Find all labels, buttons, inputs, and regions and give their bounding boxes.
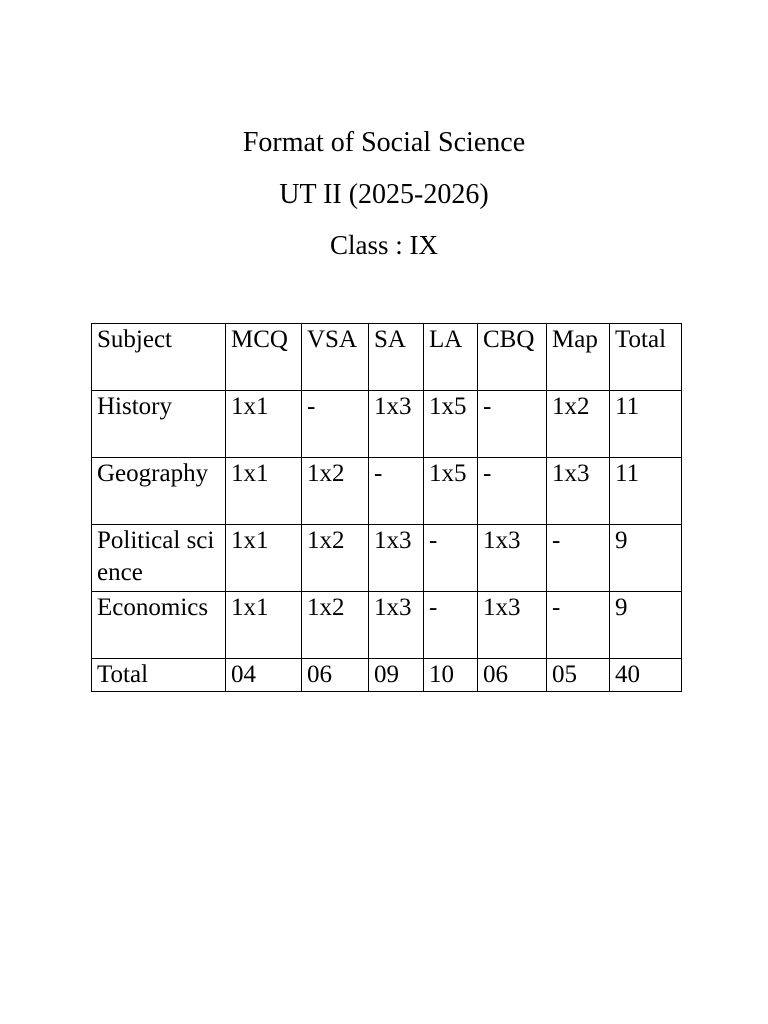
table-cell: -	[478, 458, 547, 525]
table-cell: 9	[610, 525, 682, 592]
table-cell: 1x3	[369, 592, 424, 659]
subject-cell: History	[92, 391, 226, 458]
table-cell: 04	[226, 659, 302, 692]
table-cell: 1x1	[226, 391, 302, 458]
table-cell: 1x2	[547, 391, 610, 458]
header-cell-map: Map	[547, 324, 610, 391]
table-cell: 1x3	[478, 592, 547, 659]
header-cell-subject: Subject	[92, 324, 226, 391]
table-cell: 40	[610, 659, 682, 692]
table-cell: 09	[369, 659, 424, 692]
table-cell: -	[547, 525, 610, 592]
class-label: Class : IX	[330, 230, 438, 260]
table-cell: 9	[610, 592, 682, 659]
table-cell: -	[302, 391, 369, 458]
table-cell: 06	[302, 659, 369, 692]
table-cell: 1x1	[226, 458, 302, 525]
table-total-row	[92, 659, 682, 692]
table-cell: 1x3	[547, 458, 610, 525]
table-cell: 10	[424, 659, 478, 692]
table-cell: 1x2	[302, 525, 369, 592]
table-row	[92, 525, 682, 592]
table-cell: 11	[610, 391, 682, 458]
table-cell: 1x1	[226, 525, 302, 592]
table-row	[92, 592, 682, 659]
table-cell: 05	[547, 659, 610, 692]
header-cell-cbq: CBQ	[478, 324, 547, 391]
subject-cell: Political science	[92, 525, 226, 592]
subject-cell: Economics	[92, 592, 226, 659]
table-cell: -	[424, 525, 478, 592]
table-cell: 1x2	[302, 458, 369, 525]
table-cell: 11	[610, 458, 682, 525]
table-cell: 1x3	[369, 391, 424, 458]
table-cell: 1x5	[424, 458, 478, 525]
table-row	[92, 391, 682, 458]
table-cell: -	[369, 458, 424, 525]
table-header-row	[92, 324, 682, 391]
header-cell-la: LA	[424, 324, 478, 391]
table-cell: -	[478, 391, 547, 458]
table-cell: 1x5	[424, 391, 478, 458]
subject-cell: Total	[92, 659, 226, 692]
header-cell-sa: SA	[369, 324, 424, 391]
table-cell: -	[424, 592, 478, 659]
page-title: Format of Social Science	[242, 127, 526, 158]
table-cell: 1x3	[369, 525, 424, 592]
table-cell: 1x1	[226, 592, 302, 659]
table-cell: 1x2	[302, 592, 369, 659]
subject-cell: Geography	[92, 458, 226, 525]
table-cell: 1x3	[478, 525, 547, 592]
header-cell-vsa: VSA	[302, 324, 369, 391]
table-cell: -	[547, 592, 610, 659]
header-cell-total: Total	[610, 324, 682, 391]
marks-format-table	[91, 323, 682, 692]
header-cell-mcq: MCQ	[226, 324, 302, 391]
table-row	[92, 458, 682, 525]
table-cell: 06	[478, 659, 547, 692]
exam-subtitle: UT II (2025-2026)	[279, 179, 489, 210]
